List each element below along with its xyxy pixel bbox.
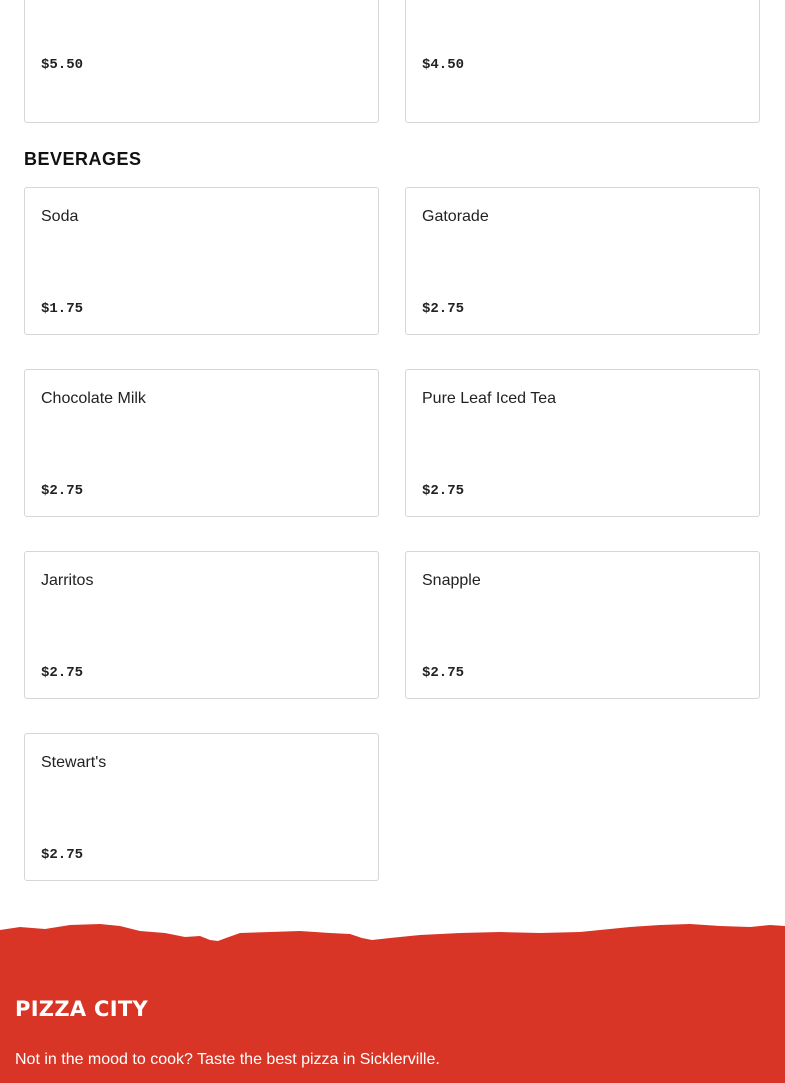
menu-item-card[interactable] <box>405 187 760 335</box>
menu-item-name: Stewart's <box>41 754 107 771</box>
footer-tagline: Not in the mood to cook? Taste the best pizza in Sicklerville. <box>15 1051 440 1068</box>
menu-item-name: Snapple <box>422 572 481 589</box>
menu-item-price: $2.75 <box>422 665 465 681</box>
menu-item-card[interactable] <box>24 733 379 881</box>
menu-item-card[interactable] <box>24 369 379 517</box>
menu-item-card[interactable] <box>405 0 760 123</box>
menu-item-card[interactable] <box>24 551 379 699</box>
menu-item-card[interactable] <box>24 0 379 123</box>
menu-item-price: $2.75 <box>422 483 465 499</box>
menu-item-name: Chocolate Milk <box>41 390 146 407</box>
menu-item-name: Gatorade <box>422 208 489 225</box>
menu-item-card[interactable] <box>405 551 760 699</box>
menu-item-price: $5.50 <box>41 57 84 73</box>
footer-brand-title: PIZZA CITY <box>15 997 148 1021</box>
section-heading-beverages: BEVERAGES <box>24 149 142 169</box>
menu-item-name: Jarritos <box>41 572 94 589</box>
menu-item-name: Pure Leaf Iced Tea <box>422 390 557 407</box>
menu-item-price: $2.75 <box>41 483 84 499</box>
menu-item-price: $2.75 <box>41 847 84 863</box>
menu-item-card[interactable] <box>24 187 379 335</box>
menu-item-price: $1.75 <box>41 301 84 317</box>
site-footer <box>0 920 785 1083</box>
menu-item-price: $4.50 <box>422 57 465 73</box>
menu-item-card[interactable] <box>405 369 760 517</box>
menu-item-price: $2.75 <box>41 665 84 681</box>
menu-item-price: $2.75 <box>422 301 465 317</box>
menu-item-name: Soda <box>41 208 79 225</box>
